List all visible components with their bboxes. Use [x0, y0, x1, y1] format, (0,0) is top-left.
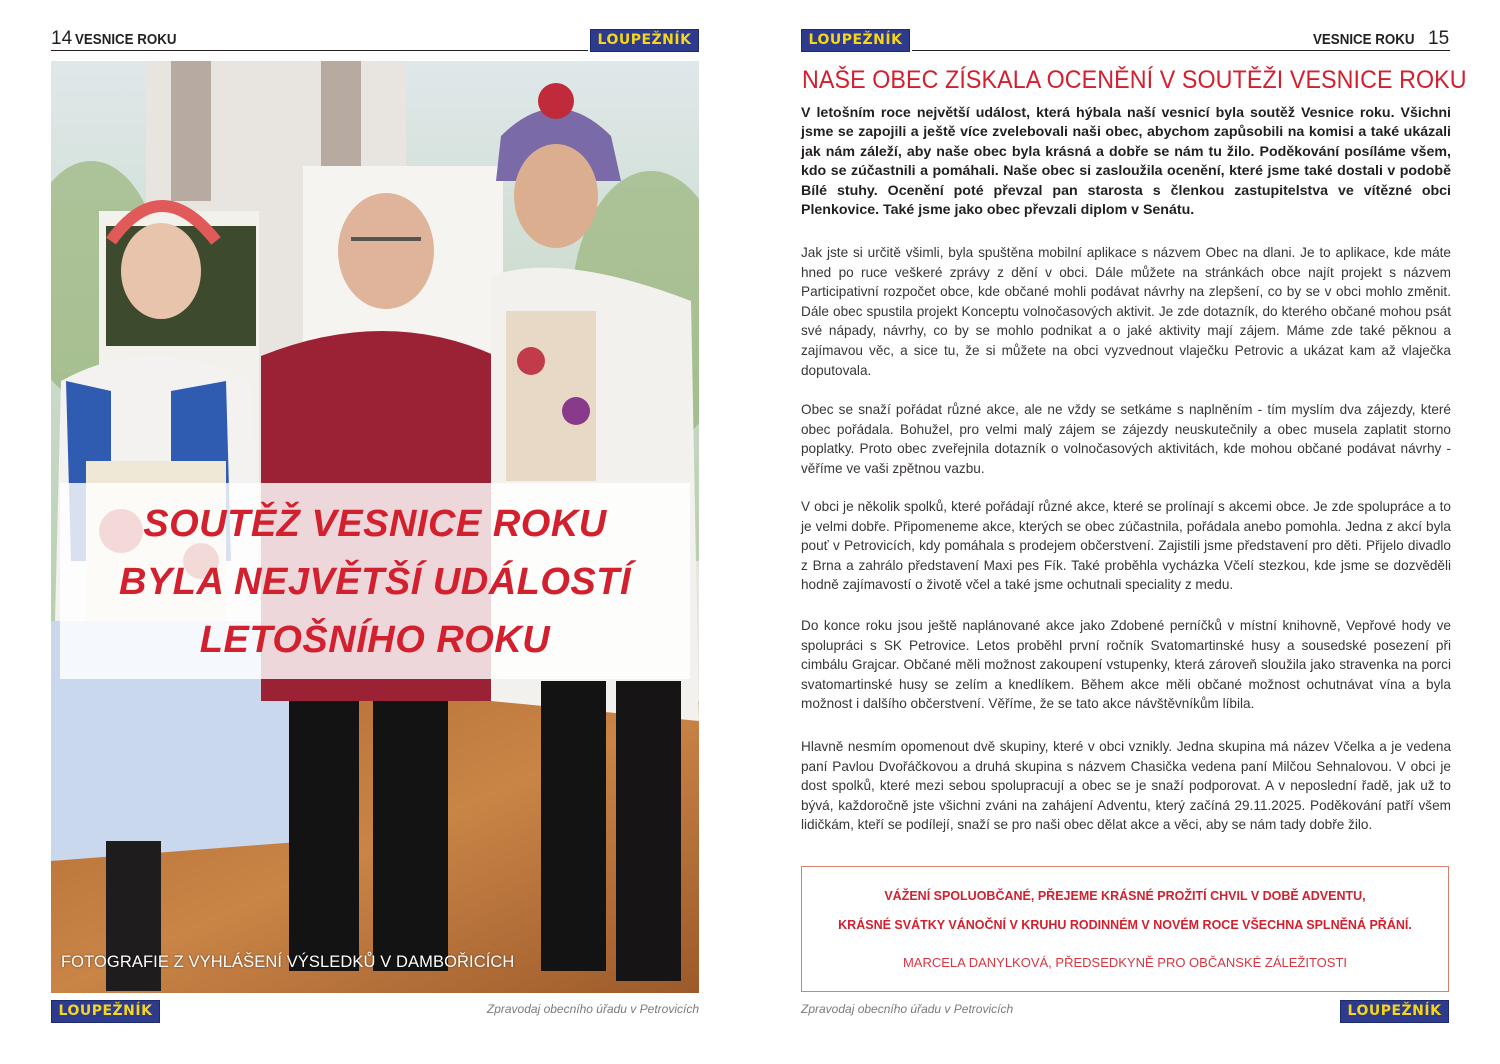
article-lead: V letošním roce největší událost, která hýbala naší vesnicí byla soutěž Vesnice roku. Všichni jsme se zapojili a ještě více zvelebovali naši obec, abychom zapůsobili na komisi a také ukázali jak nám záleží, aby naše obec byla krásná a dobře se nám tu žilo. Poděkování posíláme všem, kdo se zúčastnili a pomáhali. Naše obec si zasloužila ocenění, které jsme také dostali v podobě Bílé stuhy. Ocenění poté převzal pan starosta s členkou zastupitelstva ve vítězné obci Plenkovice. Také jsme jako obec převzali diplom v Senátu. — [801, 105, 1451, 219]
right-page — [750, 0, 1500, 1064]
event-photo — [51, 61, 699, 993]
page-number: 14 — [51, 28, 73, 49]
logo: LOUPEŽNÍK — [801, 29, 910, 52]
headline-line: BYLA NEJVĚTŠÍ UDÁLOSTÍ — [118, 561, 632, 603]
page-number: 15 — [1428, 28, 1450, 49]
greeting-signature: MARCELA DANYLKOVÁ, PŘEDSEDKYNĚ PRO OBČANSKÉ ZÁLEŽITOSTI — [902, 955, 1348, 970]
article-paragraph: Obec se snaží pořádat různé akce, ale ne vždy se setkáme s naplněním - tím myslím dva zájezdy, které obec pořádala. Bohužel, pro velmi malý zájem se zájezdy neuskutečnily a obec musela zaplatit storno poplatky. Proto obec zveřejnila dotazník o volnočasových aktivitách, kde mohou občané podávat návrhy - věříme ve vaši zpětnou vazbu. — [801, 402, 1451, 476]
section-title: VESNICE ROKU — [1313, 32, 1415, 48]
article-title: NAŠE OBEC ZÍSKALA OCENĚNÍ V SOUTĚŽI VESNICE ROKU — [802, 66, 1467, 94]
logo: LOUPEŽNÍK — [590, 29, 699, 52]
article-paragraph: V obci je několik spolků, které pořádají různé akce, které se prolínají s akcemi obce. Je zde spolupráce a to je velmi dobře. Připomeneme akce, kterých se obec zúčastnila, pořádala anebo pomohla. Jedna z akcí byla pouť v Petrovicích, kdy pomáhala s prodejem občerstvení. Zajistili jsme představení pro děti. Přijelo divadlo z Brna a zahrálo představení Maxi pes Fík. Také proběhla vycházka Včelí stezkou, kde jsme se dozvěděli hodně zajímavostí o životě včel a také jsme ochutnali speciality z medu. — [801, 499, 1451, 593]
greeting-line: VÁŽENÍ SPOLUOBČANÉ, PŘEJEME KRÁSNÉ PROŽITÍ CHVIL V DOBĚ ADVENTU, — [884, 889, 1366, 903]
footer-text: Zpravodaj obecního úřadu v Petrovicích — [486, 1002, 699, 1016]
greeting-box — [801, 866, 1449, 992]
header-rule — [51, 50, 588, 51]
greeting-line: KRÁSNÉ SVÁTKY VÁNOČNÍ V KRUHU RODINNÉM V NOVÉM ROCE VŠECHNA SPLNĚNÁ PŘÁNÍ. — [838, 918, 1412, 932]
article-paragraph: Do konce roku jsou ještě naplánované akce jako Zdobené perníčků v místní knihovně, Vepřové hody ve spolupráci s SK Petrovice. Letos proběhl první ročník Svatomartinské husy a sousedské posezení při cimbálu Grajcar. Občané měli možnost zakoupení vstupenky, která zároveň sloužila jako stravenka na porci svatomartinské husy se zelím a knedlíkem. Během akce měli občané možnost ochutnávat vína a byla možnost i dalšího občerstvení. Věříme, že se tato akce návštěvníkům líbila. — [801, 618, 1451, 712]
article-paragraph: Jak jste si určitě všimli, byla spuštěna mobilní aplikace s názvem Obec na dlani. Je to aplikace, kde máte hned po ruce veškeré zprávy z dění v obci. Dále můžete na stránkách obce najít projekt s názvem Participativní rozpočet obce, kde občané mohli podávat návrhy na zlepšení, co by se v obci mohlo změnit. Dále obec spustila projekt Konceptu volnočasových aktivit. Je zde dotazník, do kterého občané mohou psát své nápady, návrhy, co by se mohlo podnikat a o jaké aktivity mají zájem. Máme zde také pěknou a zajímavou věc, a sice tu, že si můžete na obci vyzvednout vlaječku Petrovic a ukázat kam až vlaječka doputovala. — [801, 245, 1451, 378]
section-title: VESNICE ROKU — [75, 32, 177, 48]
footer-logo: LOUPEŽNÍK — [1340, 1000, 1449, 1023]
article-paragraph: Hlavně nesmím opomenout dvě skupiny, které v obci vznikly. Jedna skupina má název Včelka a je vedena paní Pavlou Dvořáčkovou a druhá skupina s názvem Chasička vedena paní Milčou Sehnalovou. V obci je dost spolků, které mezi sebou spolupracují a obec se je snaží podporovat. A v neposlední řadě, jak už to bývá, každoročně jste všichni zváni na zahájení Adventu, který začíná 29.11.2025. Poděkování patří všem lidičkám, kteří se podílejí, snaží se pro naši obec dělat akce a věci, aby se nám tady dobře žilo. — [801, 739, 1451, 833]
header-rule — [912, 50, 1450, 51]
headline-line: LETOŠNÍHO ROKU — [199, 619, 551, 661]
photo-caption: FOTOGRAFIE Z VYHLÁŠENÍ VÝSLEDKŮ V DAMBOŘICÍCH — [61, 953, 515, 971]
footer-text: Zpravodaj obecního úřadu v Petrovicích — [801, 1002, 1014, 1016]
headline-overlay — [60, 483, 690, 679]
headline-line: SOUTĚŽ VESNICE ROKU — [143, 503, 607, 545]
footer-logo: LOUPEŽNÍK — [51, 1000, 160, 1023]
